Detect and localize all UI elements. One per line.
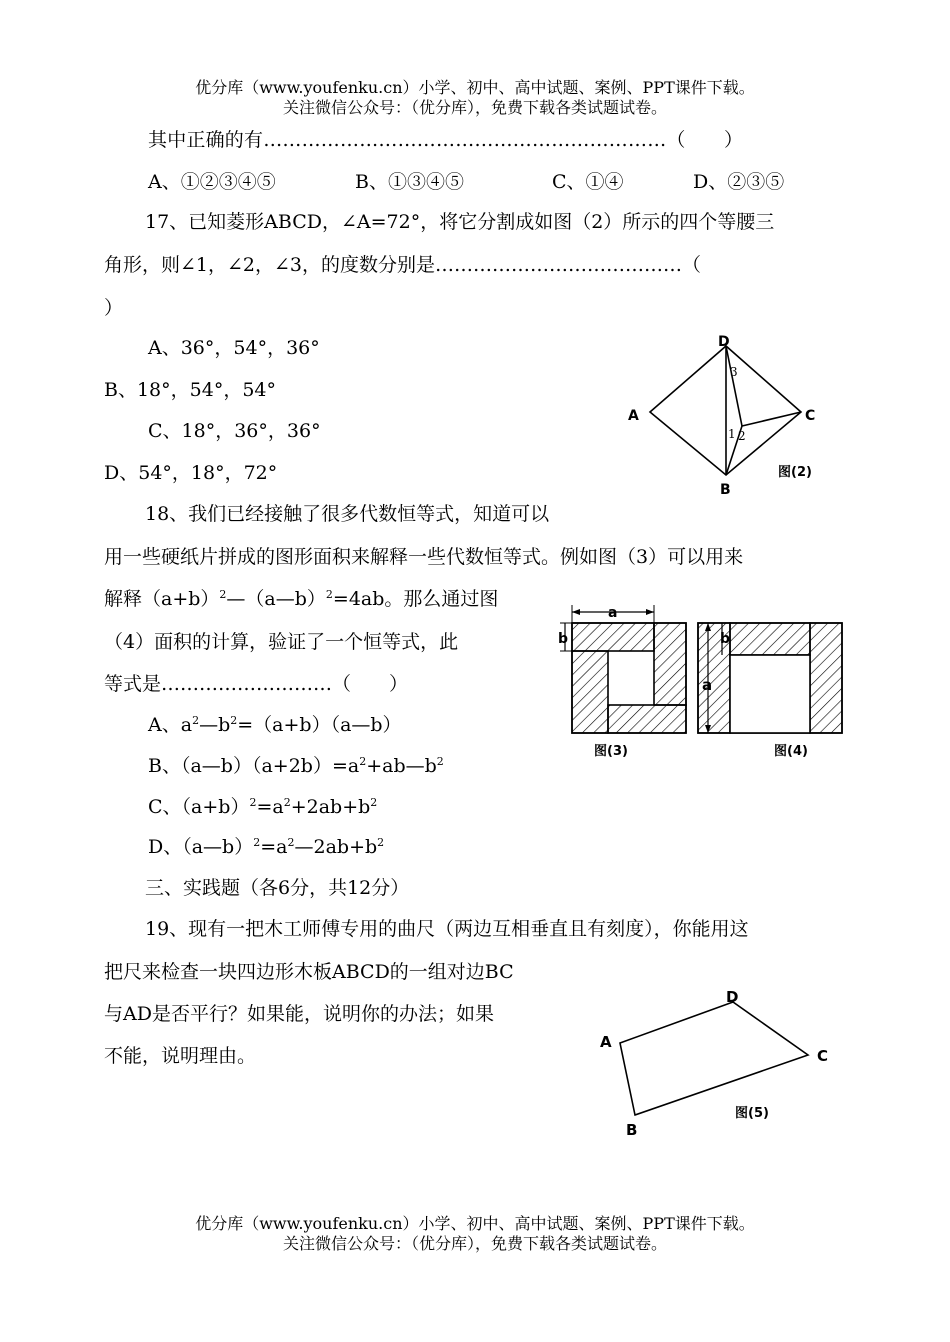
- label-c: C: [817, 1047, 829, 1065]
- q18-line-2: 用一些硬纸片拼成的图形面积来解释一些代数恒等式。例如图（3）可以用来: [104, 546, 744, 568]
- q18-option-a-text: A、a: [148, 714, 193, 736]
- q18-option-a-text: —b: [199, 714, 231, 736]
- footer-line-1: 优分库（www.youfenku.cn）小学、初中、高中试题、案例、PPT课件下载。: [195, 1214, 755, 1233]
- q18-option-a: [148, 713, 402, 737]
- figure-2-rhombus: [620, 330, 840, 500]
- q17-line-2: 角形，则∠1，∠2，∠3，的度数分别是…………………………………（: [104, 254, 702, 276]
- q18-line-3-part-a: 解释（a+b）: [104, 588, 220, 610]
- label-a: A: [600, 1033, 612, 1051]
- header-line-1: 优分库（www.youfenku.cn）小学、初中、高中试题、案例、PPT课件下载。: [195, 78, 755, 97]
- figure-4-label-b: b: [720, 631, 731, 647]
- q17-option-b: B、18°，54°，54°: [104, 379, 276, 401]
- q19-line-3: 与AD是否平行？如果能，说明你的办法；如果: [104, 1003, 494, 1025]
- q18-option-b: [148, 754, 444, 778]
- q18-option-c-text: +2ab+b: [290, 796, 371, 818]
- superscript: 2: [192, 714, 200, 727]
- q16-option-c: C、①④: [552, 171, 624, 193]
- q16-stem: 其中正确的有………………………………………………………（ ）: [148, 129, 744, 151]
- q18-option-b-text: B、（a—b）（a+2b）=a: [148, 755, 360, 777]
- superscript: 2: [249, 796, 257, 809]
- q19-line-4: 不能，说明理由。: [104, 1045, 257, 1067]
- superscript: 2: [283, 796, 291, 809]
- q17-line-1: 17、已知菱形ABCD，∠A=72°，将它分割成如图（2）所示的四个等腰三: [145, 211, 775, 233]
- figure-3-label-a: a: [608, 605, 618, 621]
- label-b: B: [720, 482, 731, 498]
- label-c: C: [805, 408, 816, 424]
- q18-option-d-text: —2ab+b: [294, 836, 378, 858]
- superscript: 2: [253, 836, 261, 849]
- q16-option-d: D、②③⑤: [693, 171, 785, 193]
- q18-line-3-part-c: —（a—b）: [226, 588, 326, 610]
- figure-3-caption: 图(3): [594, 744, 628, 759]
- q17-option-c: C、18°，36°，36°: [148, 420, 321, 442]
- figure-2-caption: 图(2): [778, 465, 812, 480]
- q18-option-c: [148, 795, 377, 819]
- label-a: A: [628, 408, 639, 424]
- header-line-2: 关注微信公众号：（优分库），免费下载各类试题试卷。: [282, 98, 667, 117]
- section-3-title: 三、实践题（各6分，共12分）: [145, 877, 410, 899]
- figure-3: [560, 605, 686, 733]
- q16-option-b: B、①③④⑤: [355, 171, 464, 193]
- q17-line-3: ）: [104, 297, 124, 319]
- q18-line-5: 等式是………………………（ ）: [104, 673, 409, 695]
- label-b: B: [626, 1121, 638, 1139]
- figure-5-caption: 图(5): [735, 1106, 769, 1121]
- q18-line-3-part-e: =4ab。那么通过图: [332, 588, 499, 610]
- superscript: 2: [359, 755, 367, 768]
- q18-option-c-text: C、（a+b）: [148, 796, 250, 818]
- footer-line-2: 关注微信公众号：（优分库），免费下载各类试题试卷。: [282, 1234, 667, 1253]
- q18-line-3: [104, 587, 498, 611]
- figure-3-label-b: b: [558, 631, 569, 647]
- q18-option-d-text: =a: [260, 836, 288, 858]
- q18-line-1: 18、我们已经接触了很多代数恒等式，知道可以: [145, 503, 550, 525]
- superscript: 2: [287, 836, 295, 849]
- quadrilateral-outline: [620, 1002, 808, 1115]
- q19-line-2: 把尺来检查一块四边形木板ABCD的一组对边BC: [104, 961, 514, 983]
- superscript: 2: [219, 588, 227, 601]
- figure-4-label-a: a: [702, 676, 713, 694]
- label-d: D: [718, 334, 730, 350]
- q18-option-d: [148, 835, 384, 859]
- superscript: 2: [377, 836, 385, 849]
- superscript: 2: [325, 588, 333, 601]
- q17-option-a: A、36°，54°，36°: [148, 337, 320, 359]
- q18-line-4: （4）面积的计算，验证了一个恒等式，此: [104, 631, 459, 653]
- superscript: 2: [370, 796, 378, 809]
- angle-1-label: 1: [728, 427, 736, 441]
- q17-option-d: D、54°，18°，72°: [104, 462, 278, 484]
- q18-option-a-text: =（a+b）（a—b）: [237, 714, 402, 736]
- q18-option-c-text: =a: [256, 796, 284, 818]
- angle-2-label: 2: [738, 429, 746, 443]
- figure-5-quadrilateral: [590, 985, 850, 1145]
- angle-3-label: 3: [730, 365, 738, 379]
- superscript: 2: [230, 714, 238, 727]
- figure-4-caption: 图(4): [774, 744, 808, 759]
- q18-option-d-text: D、（a—b）: [148, 836, 254, 858]
- figure-3-and-4: [550, 595, 860, 765]
- superscript: 2: [436, 755, 444, 768]
- label-d: D: [726, 988, 739, 1006]
- q16-option-a: A、①②③④⑤: [148, 171, 276, 193]
- q19-line-1: 19、现有一把木工师傅专用的曲尺（两边互相垂直且有刻度），你能用这: [145, 918, 749, 940]
- q18-option-b-text: +ab—b: [366, 755, 437, 777]
